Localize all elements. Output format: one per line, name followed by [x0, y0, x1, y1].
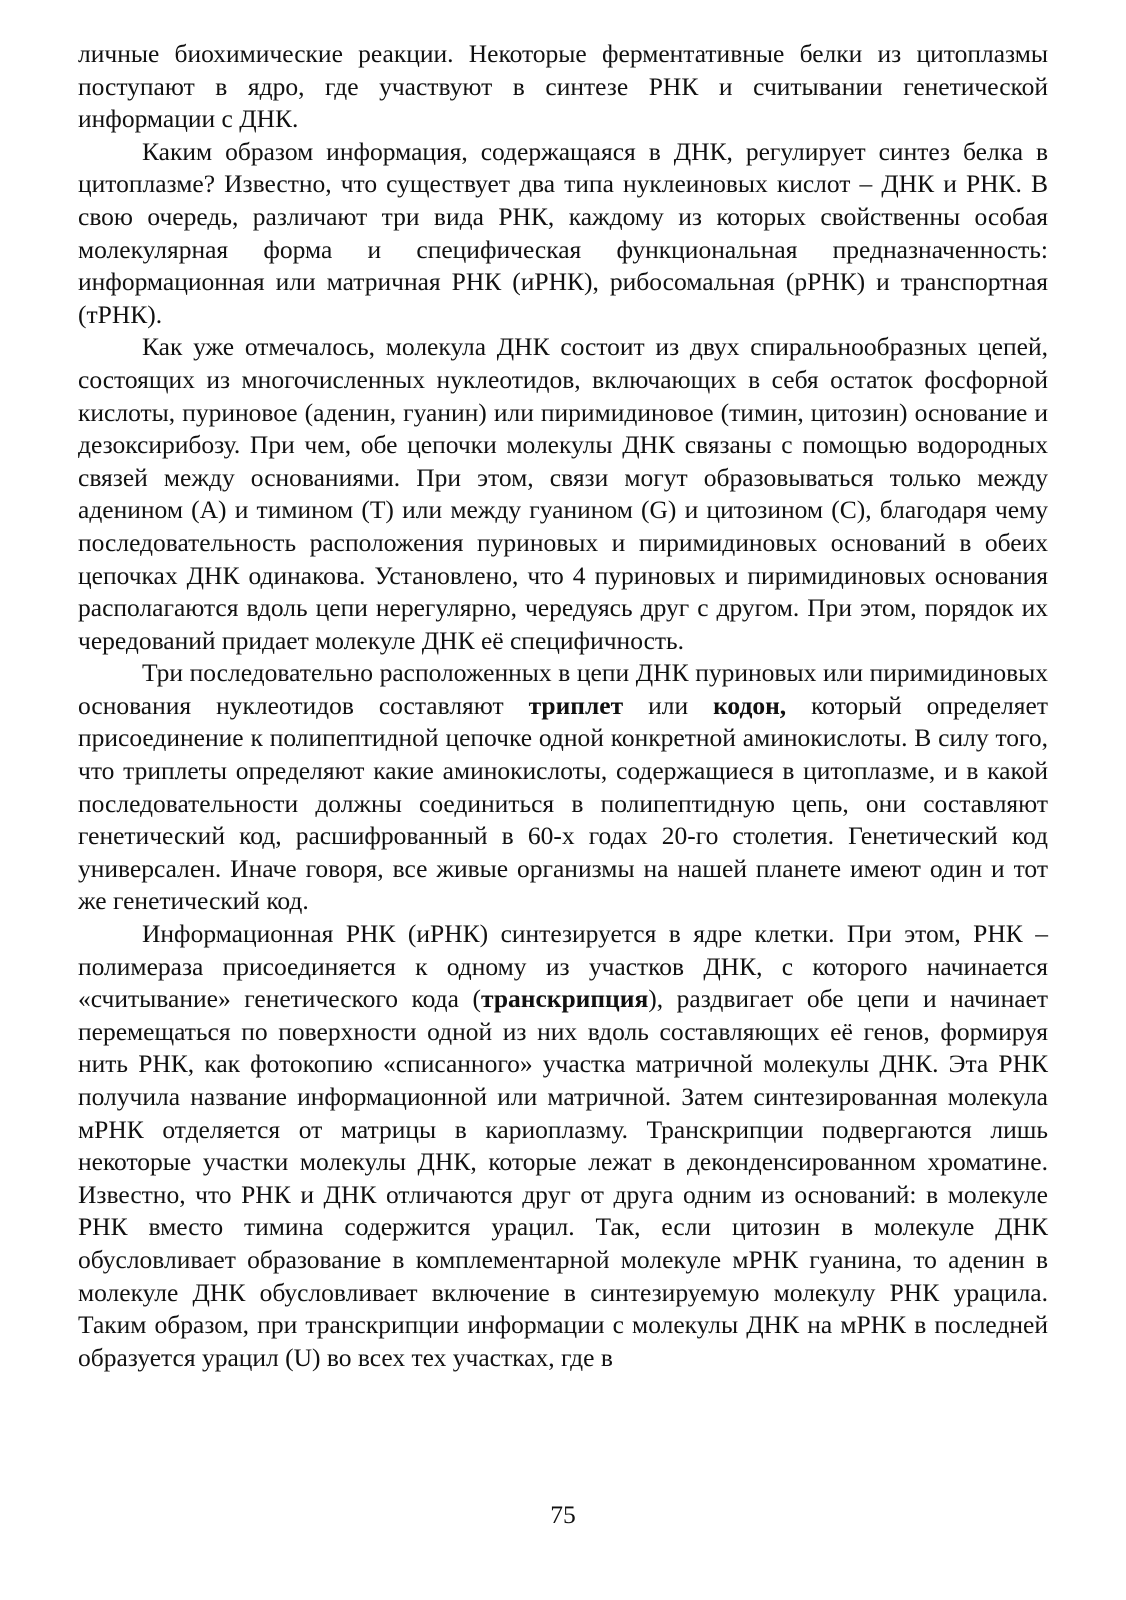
- page-number: 75: [550, 1500, 576, 1529]
- term-codon: кодон,: [713, 690, 787, 720]
- text-run: Три последовательно расположенных в цепи ДНК пуриновых или пиримидиновых основания нуклеотидов составляют: [78, 658, 1048, 720]
- text-run: ), раздвигает обе цепи и начинает перемещаться по поверхности одной из них вдоль составляющих её генов, формируя нить РНК, как фотокопию «списанного» участка матричной молекулы ДНК. Эта РНК получила название информационной или матричной. Затем синтезированная молекула мРНК отделяется от матрицы в кариоплазму. Транскрипции подвергаются лишь некоторые участки молекулы ДНК, которые лежат в деконденсированном хроматине. Известно, что РНК и ДНК отличаются друг от друга одним из оснований: в молекуле РНК вместо тимина содержится урацил. Так, если цитозин в молекуле ДНК обусловливает образование в комплементарной молекуле мРНК гуанина, то аденин в молекуле ДНК обусловливает включение в синтезируемую молекулу РНК урацила. Таким образом, при транскрипции информации с молекулы ДНК на мРНК в последней образуется урацил (U) во всех тех участках, где в: [78, 984, 1048, 1372]
- page-body: [78, 38, 1048, 1374]
- text-run: личные биохимические реакции. Некоторые ферментативные белки из цитоплазмы поступают в ядро, где участвуют в синтезе РНК и считывании генетической информации с ДНК.: [78, 39, 1048, 134]
- text-run: который определяет присоединение к полипептидной цепочке одной конкретной аминокислоты. В силу того, что триплеты определяют какие аминокислоты, содержащиеся в цитоплазме, и в какой последовательности должны соединиться в полипептидную цепь, они составляют генетический код, расшифрованный в 60-х годах 20-го столетия. Генетический код универсален. Иначе говоря, все живые организмы на нашей планете имеют один и тот же генетический код.: [78, 690, 1048, 916]
- text-run: Как уже отмечалось, молекула ДНК состоит из двух спиральнообразных цепей, состоящих из многочисленных нуклеотидов, включающих в себя остаток фосфорной кислоты, пуриновое (аденин, гуанин) или пиримидиновое (тимин, цитозин) основание и дезоксирибозу. При чем, обе цепочки молекулы ДНК связаны с помощью водородных связей между основаниями. При этом, связи могут образовываться только между аденином (А) и тимином (Т) или между гуанином (G) и цитозином (С), благодаря чему последовательность расположения пуриновых и пиримидиновых оснований в обеих цепочках ДНК одинакова. Установлено, что 4 пуриновых и пиримидиновых основания располагаются вдоль цепи нерегулярно, чередуясь друг с другом. При этом, порядок их чередований придает молекуле ДНК её специфичность.: [78, 332, 1048, 655]
- paragraph-2: [78, 136, 1048, 332]
- text-run: или: [623, 690, 714, 720]
- paragraph-1: [78, 38, 1048, 136]
- term-triplet: триплет: [528, 690, 624, 720]
- paragraph-5: [78, 918, 1048, 1374]
- paragraph-4: [78, 657, 1048, 918]
- text-run: Информационная РНК (иРНК) синтезируется в ядре клетки. При этом, РНК – полимераза присоединяется к одному из участков ДНК, с которого начинается «считывание» генетического кода (: [78, 919, 1048, 1014]
- paragraph-3: [78, 331, 1048, 657]
- term-transcription: транскрипция: [481, 984, 649, 1014]
- text-run: Каким образом информация, содержащаяся в ДНК, регулирует синтез белка в цитоплазме? Известно, что существует два типа нуклеиновых кислот – ДНК и РНК. В свою очередь, различают три вида РНК, каждому из которых свойственны особая молекулярная форма и специфическая функциональная предназначенность: информационная или матричная РНК (иРНК), рибосомальная (рРНК) и транспортная (тРНК).: [78, 136, 1048, 329]
